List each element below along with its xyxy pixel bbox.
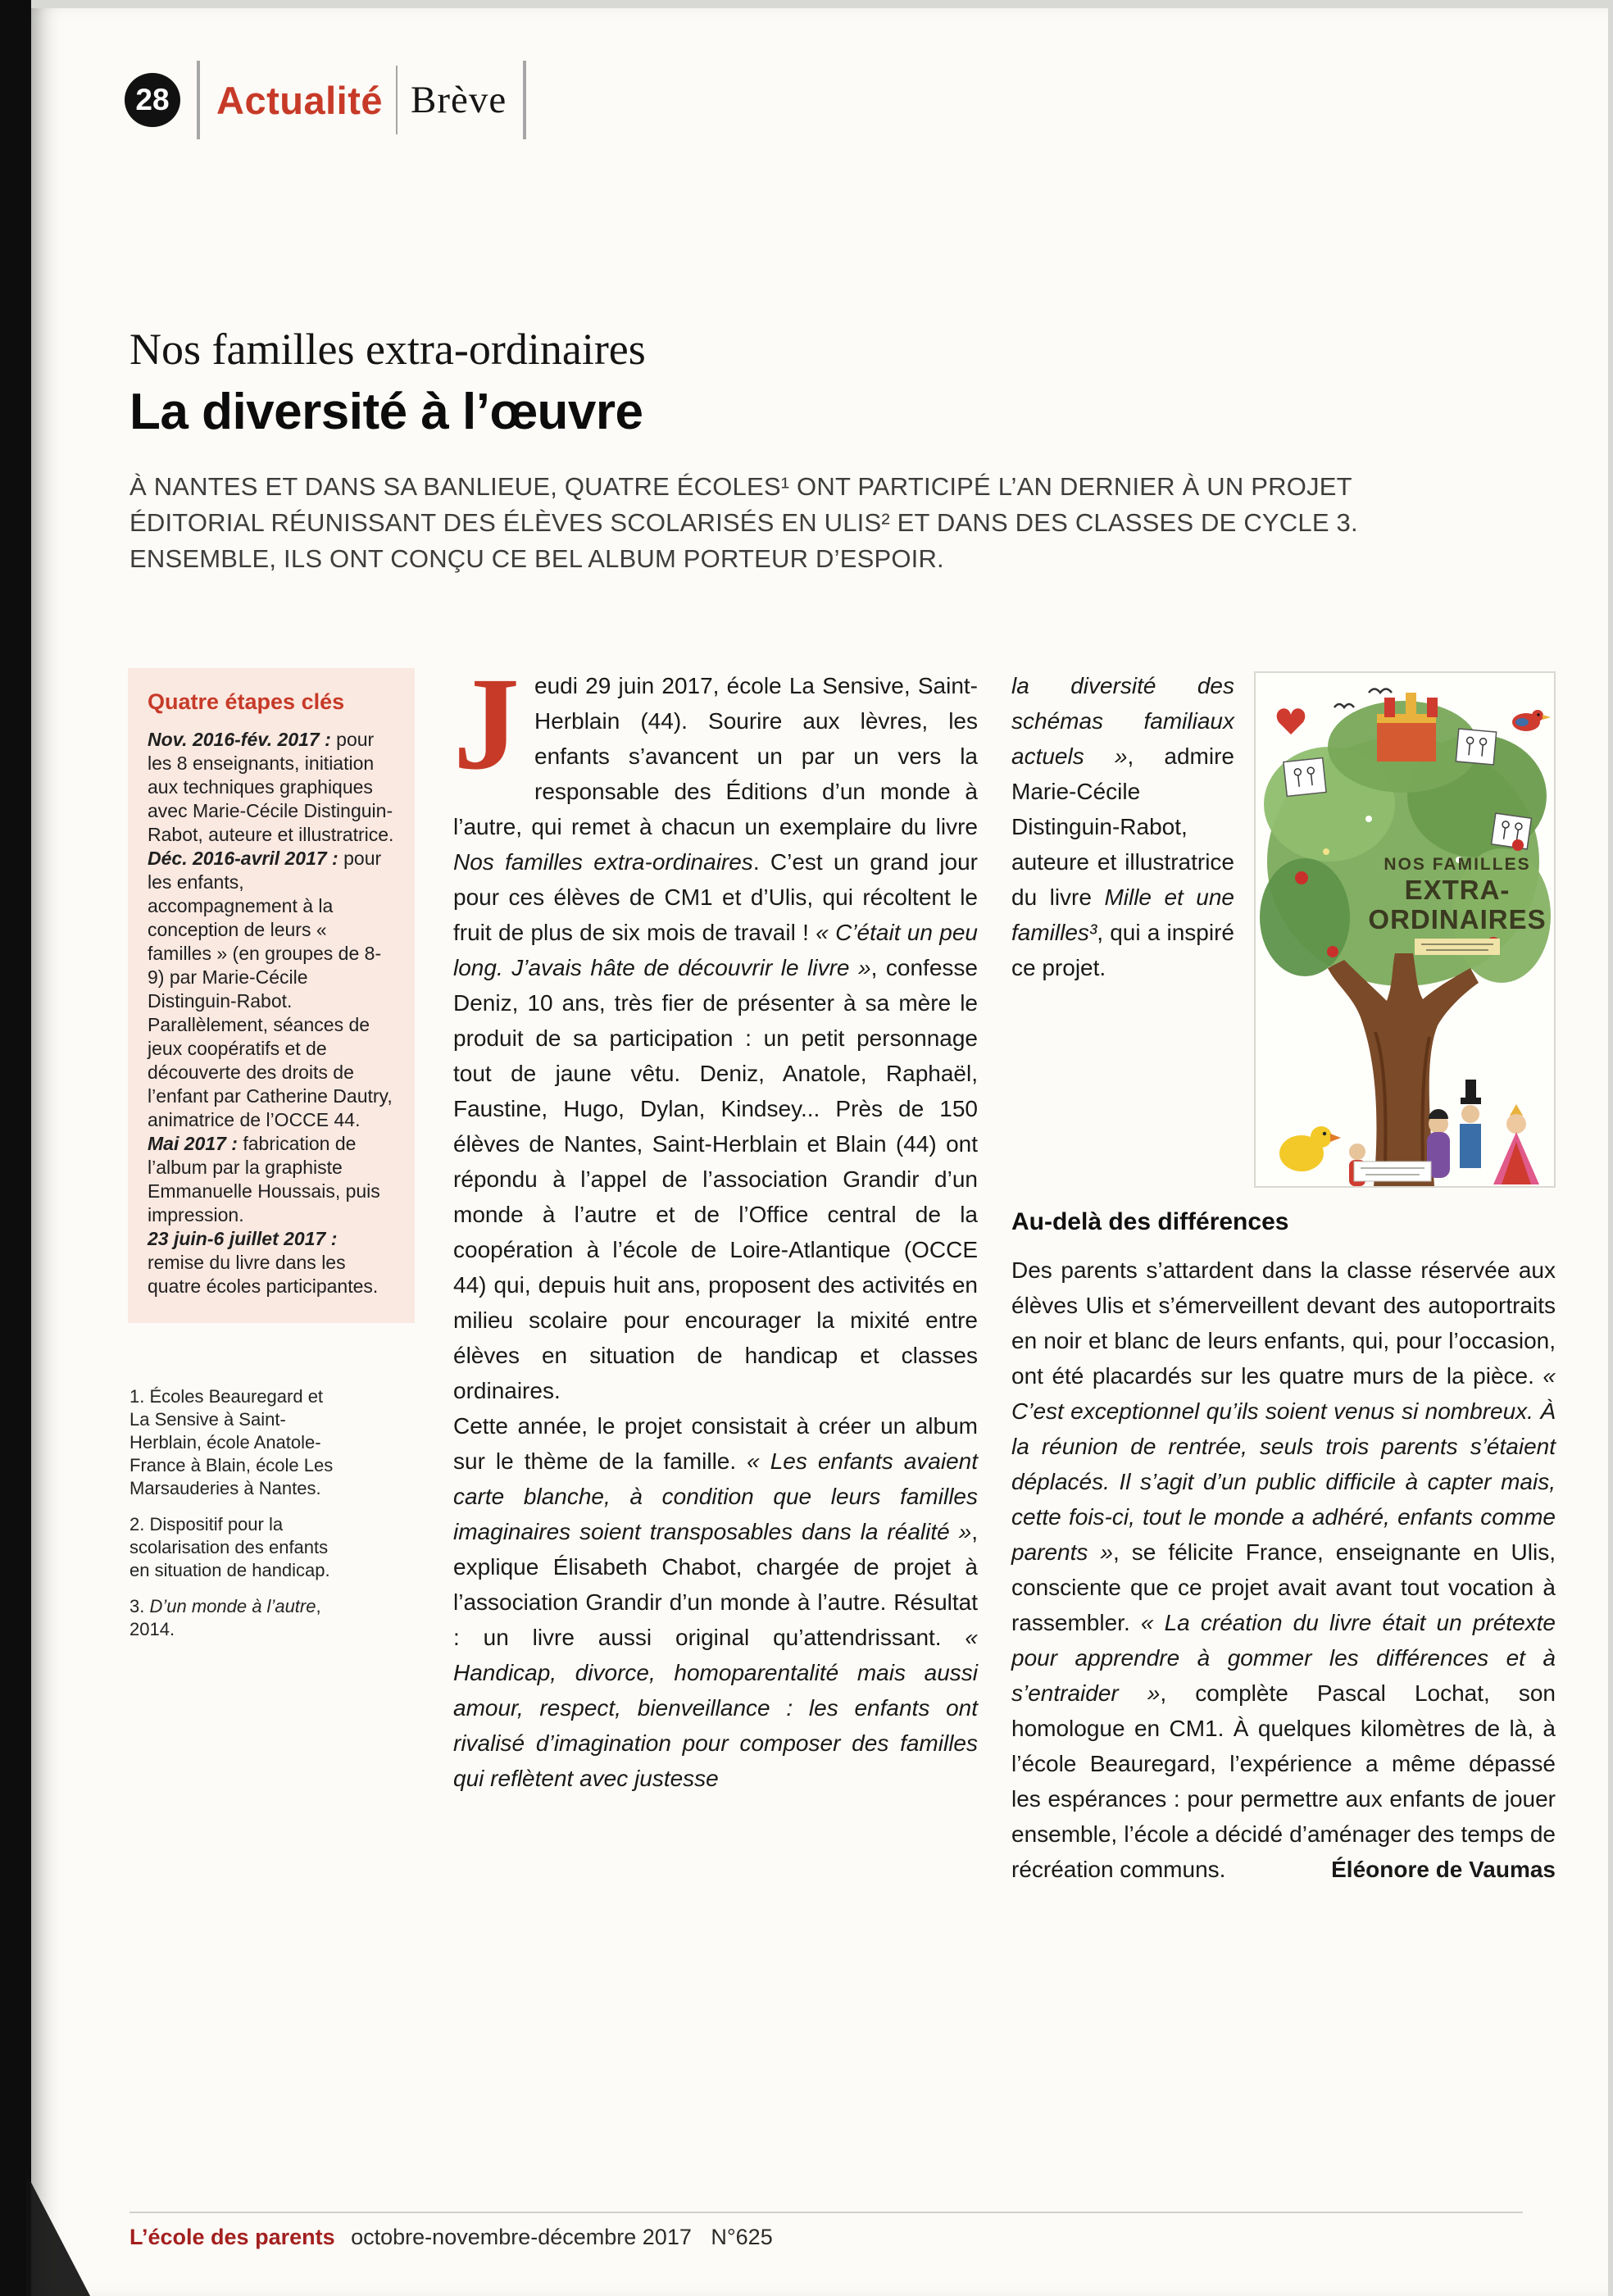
section-label: Actualité [216, 78, 383, 122]
magazine-page [31, 8, 1608, 2296]
publisher-label [1354, 1162, 1431, 1181]
footnote-3: 3. D’un monde à l’autre, 2014. [129, 1596, 321, 1639]
paragraph-text: eudi 29 juin 2017, école La Sensive, Saint-Herblain (44). Sourire aux lèvres, les enfants s’avancent un par un vers la responsable des Éditions d’un monde à l’autre, qui remet à chacun un exemplaire du livre Nos familles extra-ordinaires. C’est un grand jour pour ces élèves de CM1 et d’Ulis, qui récoltent le fruit de plus de six mois de travail ! « C’était un peu long. J’avais hâte de découvrir le livre », confesse Deniz, 10 ans, très fier de présenter à sa mère le produit de sa participation : un petit personnage tout de jaune vêtu. Deniz, Anatole, Raphaël, Faustine, Hugo, Dylan, Kindsey... Près de 150 élèves de Nantes, Saint-Herblain et Blain (44) ont répondu à l’appel de l’association Grandir d’un monde à l’autre et de l’Office central de la coopération à l’école de Loire-Atlantique (OCCE 44) qui, depuis huit ans, proposent des activités en milieu scolaire pour encourager la mixité entre élèves en situation de handicap et classes ordinaires. [453, 673, 978, 1403]
castle-icon [1377, 693, 1438, 762]
book-cover-illustration [1254, 671, 1556, 1188]
article-kicker: Nos familles extra-ordinaires [129, 325, 646, 374]
step-date: 23 juin-6 juillet 2017 : [148, 1228, 338, 1249]
header-divider [523, 61, 526, 139]
scan-black-edge [0, 0, 31, 2296]
footnote-2: 2. Dispositif pour la scolarisation des enfants en situation de handicap. [129, 1514, 330, 1580]
page-header [125, 59, 543, 141]
footnote-1: 1. Écoles Beauregard et La Sensive à Saint-Herblain, école Anatole-France à Blain, école Les Marsauderies à Nantes. [129, 1386, 334, 1498]
key-step-3 [148, 1132, 395, 1227]
article-paragraph-1 [453, 651, 978, 1408]
key-steps-box [128, 668, 415, 1323]
article-title: La diversité à l’œuvre [129, 383, 643, 440]
byline: Éléonore de Vaumas [1331, 1857, 1556, 1882]
standfirst: À NANTES ET DANS SA BANLIEUE, QUATRE ÉCOLES¹ ONT PARTICIPÉ L’AN DERNIER À UN PROJET ÉDITORIAL RÉUNISSANT DES ÉLÈVES SCOLARISÉS EN ULIS² ET DANS DES CLASSES DE CYCLE 3. ENSEMBLE, ILS ONT CONÇU CE BEL ALBUM PORTEUR D’ESPOIR. [129, 471, 1358, 573]
key-step-1 [148, 728, 395, 847]
step-text: pour les 8 enseignants, initiation aux techniques graphiques avec Marie-Cécile Distinguin-Rabot, auteure et illustratrice. [148, 729, 394, 845]
footnotes [129, 1385, 344, 1654]
article-column-right [1011, 668, 1556, 1887]
step-text: remise du livre dans les quatre écoles participantes. [148, 1252, 379, 1297]
page-number: 28 [135, 83, 170, 116]
article-paragraph-2: Cette année, le projet consistait à créer un album sur le thème de la famille. « Les enfants avaient carte blanche, à condition que leurs familles imaginaires soient transposables dans la réalité », explique Élisabeth Chabot, chargée de projet à l’association Grandir d’un monde à l’autre. Résultat : un livre aussi original qu’attendrissant. « Handicap, divorce, homoparentalité mais aussi amour, respect, bienveillance : les enfants ont rivalisé d’imagination pour composer des familles qui reflètent avec justesse [453, 1413, 978, 1791]
magazine-name: L’école des parents [129, 2225, 335, 2249]
page-footer [129, 2212, 1523, 2250]
headline-block [129, 326, 1506, 577]
article-column-middle [453, 651, 978, 1796]
book-title-line2: EXTRA- [1404, 875, 1511, 905]
article-paragraph-3: la diversité des schémas familiaux actuels », admire Marie-Cécile Distinguin-Rabot, auteure et illustratrice du livre Mille et une familles³, qui a inspiré ce projet. [1011, 673, 1235, 980]
header-divider [197, 61, 200, 139]
step-text: pour les enfants, accompagnement à la conception de leurs « familles » (en groupes de 8-9) par Marie-Cécile Distinguin-Rabot. Parallèlement, séances de jeux coopératifs et de découverte des droits de l’enfant par Catherine Dautry, animatrice de l’OCCE 44. [148, 848, 393, 1130]
step-date: Mai 2017 : [148, 1133, 243, 1154]
article-paragraph-4: Des parents s’attardent dans la classe réservée aux élèves Ulis et s’émerveillent devant des autoportraits en noir et blanc de leurs enfants, qui, pour l’occasion, ont été placardés sur les quatre murs de la pièce. « C’est exceptionnel qu’ils soient venus si nombreux. À la réunion de rentrée, seuls trois parents s’étaient déplacés. Il s’agit d’un public difficile à capter mais, cette fois-ci, tout le monde a adhéré, enfants comme parents », se félicite France, enseignante en Ulis, consciente que ce projet avait avant tout vocation à rassembler. « La création du livre était un prétexte pour apprendre à gommer les différences et à s’entraider », complète Pascal Lochat, son homologue en CM1. À quelques kilomètres de là, à l’école Beauregard, l’expérience a même dépassé les espérances : pour permettre aux enfants de jouer ensemble, l’école a décidé d’aménager des temps de récréation communs. [1011, 1257, 1556, 1882]
drop-cap: J [453, 651, 520, 798]
issue-number: N°625 [711, 2225, 773, 2249]
key-step-2 [148, 847, 395, 1132]
step-date: Nov. 2016-fév. 2017 : [148, 729, 337, 750]
section-subhead: Au-delà des différences [1011, 1208, 1289, 1235]
page-number-badge [125, 73, 180, 127]
key-step-4 [148, 1227, 395, 1298]
header-divider [396, 66, 398, 134]
book-cover-image [1254, 671, 1556, 1188]
key-steps-title: Quatre étapes clés [148, 689, 345, 714]
book-title-line1: NOS FAMILLES [1384, 855, 1531, 874]
subsection-label: Brève [411, 79, 507, 121]
step-text: fabrication de l’album par la graphiste Emmanuelle Houssais, puis impression. [148, 1133, 380, 1225]
issue-date: octobre-novembre-décembre 2017 [351, 2225, 692, 2249]
book-title-line3: ORDINAIRES [1368, 904, 1547, 934]
page-curl-shadow [26, 2173, 90, 2296]
step-date: Déc. 2016-avril 2017 : [148, 848, 344, 869]
